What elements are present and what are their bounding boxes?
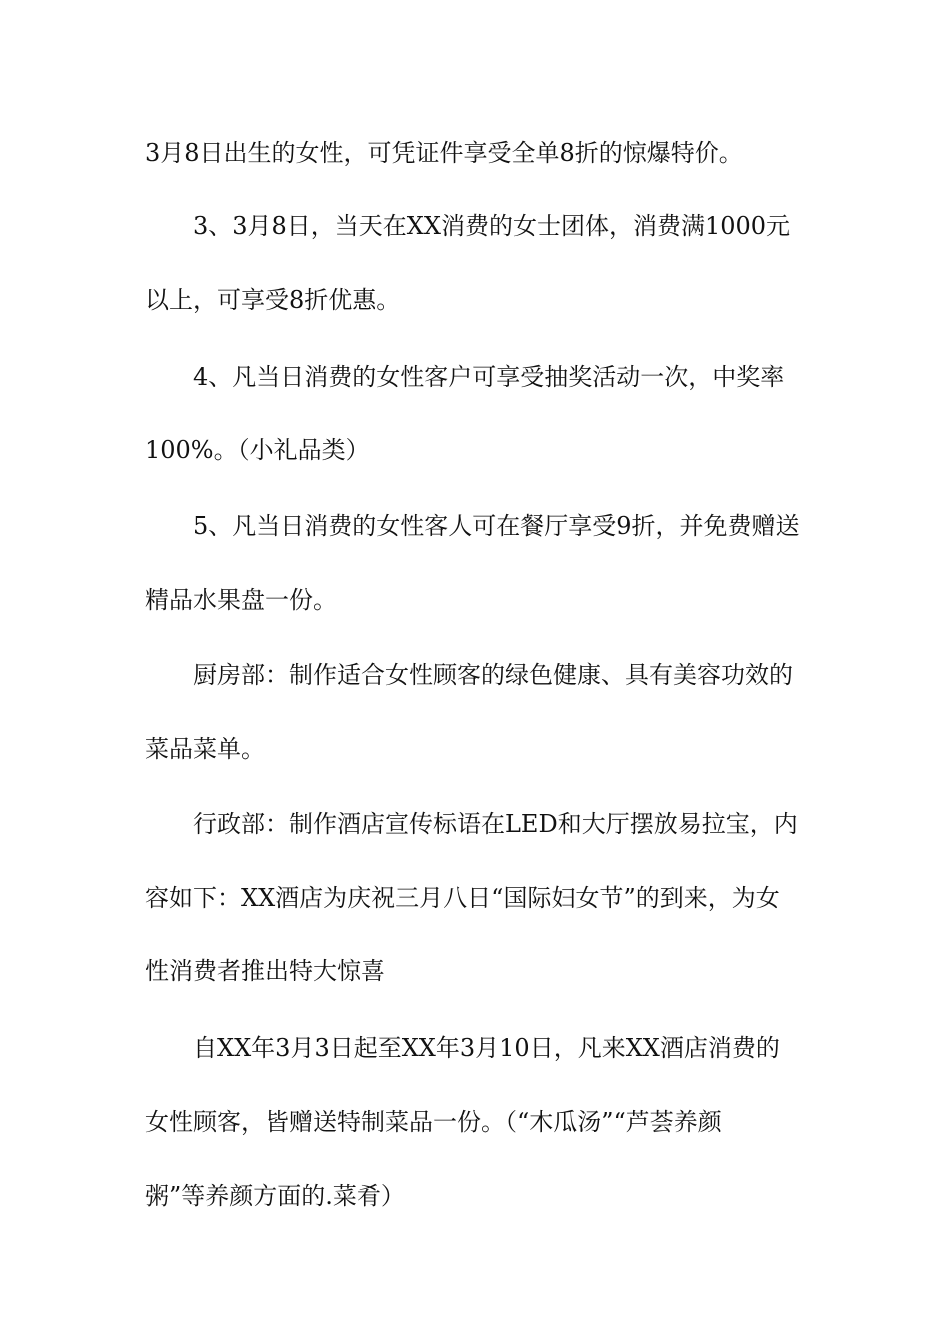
text-line: 性消费者推出特大惊喜: [145, 957, 385, 985]
text-line: 行政部：制作酒店宣传标语在LED和大厅摆放易拉宝，内: [193, 810, 798, 838]
text-line: 100%。（小礼品类）: [145, 436, 370, 464]
text-line: 4、凡当日消费的女性客户可享受抽奖活动一次，中奖率: [193, 363, 785, 391]
text-line: 厨房部：制作适合女性顾客的绿色健康、具有美容功效的: [193, 661, 793, 689]
text-line: 菜品菜单。: [145, 735, 265, 763]
text-line: 粥”等养颜方面的.菜肴）: [145, 1182, 405, 1210]
text-line: 精品水果盘一份。: [145, 586, 337, 614]
text-line: 自XX年3月3日起至XX年3月10日，凡来XX酒店消费的: [193, 1034, 780, 1062]
text-line: 以上，可享受8折优惠。: [145, 286, 401, 314]
text-line: 3月8日出生的女性，可凭证件享受全单8折的惊爆特价。: [145, 139, 743, 167]
text-line: 容如下：XX酒店为庆祝三月八日“国际妇女节”的到来，为女: [145, 884, 780, 912]
text-line: 5、凡当日消费的女性客人可在餐厅享受9折，并免费赠送: [193, 512, 800, 540]
text-line: 3、3月8日，当天在XX消费的女士团体，消费满1000元: [193, 212, 791, 240]
text-line: 女性顾客，皆赠送特制菜品一份。（“木瓜汤”“芦荟养颜: [145, 1108, 722, 1136]
